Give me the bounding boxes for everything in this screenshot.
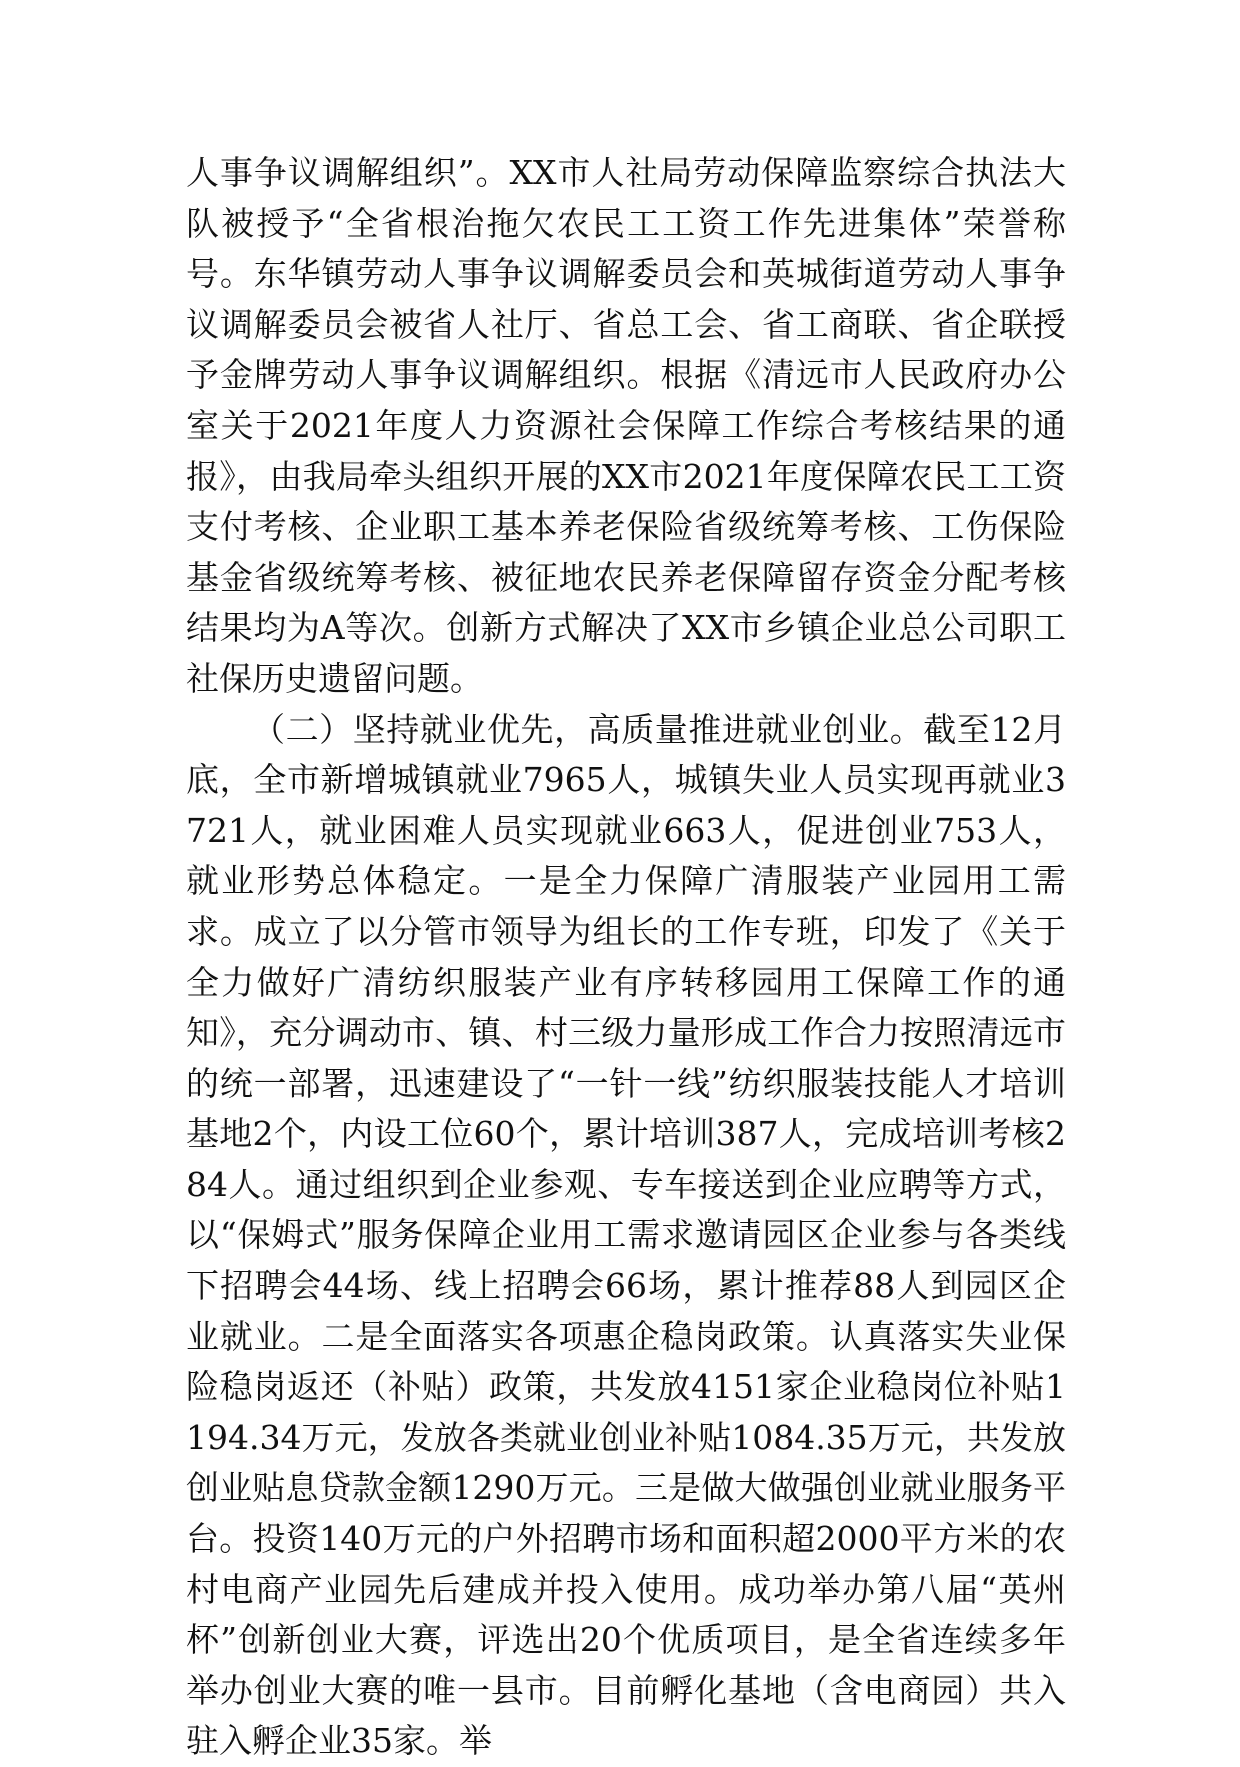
body-text (186, 148, 1066, 1767)
paragraph-continuation: 人事争议调解组织”。XX市人社局劳动保障监察综合执法大队被授予“全省根治拖欠农民工工资工作先进集体”荣誉称号。东华镇劳动人事争议调解委员会和英城街道劳动人事争议调解委员会被省人社厅、省总工会、省工商联、省企联授予金牌劳动人事争议调解组织。根据《清远市人民政府办公室关于2021年度人力资源社会保障工作综合考核结果的通报》，由我局牵头组织开展的XX市2021年度保障农民工工资支付考核、企业职工基本养老保险省级统筹考核、工伤保险基金省级统筹考核、被征地农民养老保障留存资金分配考核结果均为A等次。创新方式解决了XX市乡镇企业总公司职工社保历史遗留问题。 (186, 153, 1066, 698)
paragraph-employment-section: （二）坚持就业优先，高质量推进就业创业。截至12月底，全市新增城镇就业7965人，城镇失业人员实现再就业3721人，就业困难人员实现就业663人，促进创业753人，就业形势总体稳定。一是全力保障广清服装产业园用工需求。成立了以分管市领导为组长的工作专班，印发了《关于全力做好广清纺织服装产业有序转移园用工保障工作的通知》，充分调动市、镇、村三级力量形成工作合力按照清远市的统一部署，迅速建设了“一针一线”纺织服装技能人才培训基地2个，内设工位60个，累计培训387人，完成培训考核284人。通过组织到企业参观、专车接送到企业应聘等方式，以“保姆式”服务保障企业用工需求邀请园区企业参与各类线下招聘会44场、线上招聘会66场，累计推荐88人到园区企业就业。二是全面落实各项惠企稳岗政策。认真落实失业保险稳岗返还（补贴）政策，共发放4151家企业稳岗位补贴1194.34万元，发放各类就业创业补贴1084.35万元，共发放创业贴息贷款金额1290万元。三是做大做强创业就业服务平台。投资140万元的户外招聘市场和面积超2000平方米的农村电商产业园先后建成并投入使用。成功举办第八届“英州杯”创新创业大赛，评选出20个优质项目，是全省连续多年举办创业大赛的唯一县市。目前孵化基地（含电商园）共入驻入孵企业35家。举 (186, 709, 1066, 1761)
